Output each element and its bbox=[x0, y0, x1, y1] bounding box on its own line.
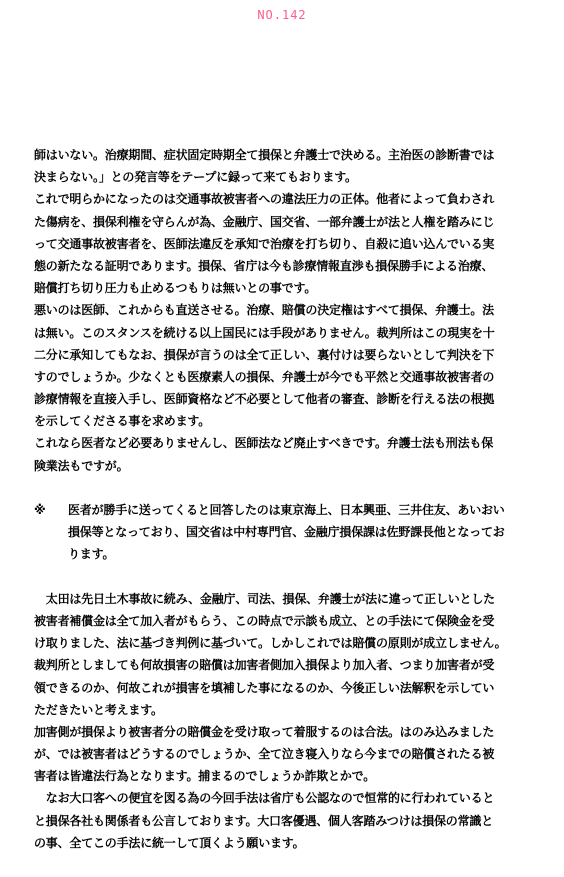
text-line: 師はいない。治療期間、症状固定時期全て損保と弁護士で決める。主治医の診断書では bbox=[34, 148, 495, 162]
note-marker: ※ bbox=[34, 503, 46, 517]
text-line: って交通事故被害者を、医師法違反を承知で治療を打ち切り、自殺に追い込んでいる実 bbox=[34, 236, 495, 251]
text-line: 診療情報を直接入手し、医師資格など不必要として他者の審査、診断を行える法の根拠 bbox=[34, 392, 495, 407]
text-line: ただきたいと考えます。 bbox=[34, 702, 163, 717]
text-line: 領できるのか、何故これが損害を填補した事になるのか、今後正しい法解釈を示してい bbox=[34, 680, 495, 695]
note-line bbox=[34, 499, 554, 521]
note-line: ります。 bbox=[68, 547, 115, 562]
text-line: た傷病を、損保利権を守らんが為、金融庁、国交省、一部弁護士が法と人権を踏みにじ bbox=[34, 214, 495, 229]
text-line: 二分に承知してもなお、損保が言うのは全て正しい、裏付けは要らないとして判決を下 bbox=[34, 347, 495, 362]
text-line: の事、全てこの手法に統一して頂くよう願います。 bbox=[34, 835, 305, 850]
text-line: を示してくださる事を求めます。 bbox=[34, 414, 211, 429]
text-line: 加害側が損保より被害者分の賠償金を受け取って着服するのは合法。はのみ込みました bbox=[34, 724, 495, 739]
page-number: NO.142 bbox=[257, 8, 307, 22]
text-line: これで明らかになったのは交通事故被害者への違法圧力の正体。他者によって負わされ bbox=[34, 192, 495, 207]
text-line: 被害者補償金は全て加入者がもらう、この時点で示談も成立、との手法にて保険金を受 bbox=[34, 613, 495, 628]
text-line: 悪いのは医師、これからも直送させる。治療、賠償の決定権はすべて損保、弁護士。法 bbox=[34, 303, 494, 318]
text-line: 険業法もですが。 bbox=[34, 458, 129, 473]
text-line: なお大口客への便宜を図る為の今回手法は省庁も公認なので恒常的に行われていると bbox=[34, 791, 495, 806]
note-text: 医者が勝手に送ってくると回答したのは東京海上、日本興亜、三井住友、あいおい bbox=[68, 503, 505, 517]
text-line: が、では被害者はどうするのでしょうか、全て泣き寝入りなら今までの賠償されたる被 bbox=[34, 747, 495, 762]
note-line: 損保等となっており、国交省は中村専門官、金融庁損保課は佐野課長他となってお bbox=[68, 525, 505, 540]
text-line: すのでしょうか。少なくとも医療素人の損保、弁護士が今でも平然と交通事故被害者の bbox=[34, 369, 495, 384]
text-line: 態の新たなる証明であります。損保、省庁は今も診療情報直渉も損保勝手による治療、 bbox=[34, 258, 494, 273]
text-line: 裁判所としましても何故損害の賠償は加害者側加入損保より加入者、つまり加害者が受 bbox=[34, 658, 495, 673]
paragraph-gap bbox=[34, 566, 554, 588]
text-line: け取りました、法に基づき判例に基づいて。しかしこれでは賠償の原則が成立しません。 bbox=[34, 636, 507, 651]
paragraph-gap bbox=[34, 477, 554, 499]
document-body bbox=[34, 144, 554, 854]
text-line: 賠償打ち切り圧力も止めるつもりは無いとの事です。 bbox=[34, 281, 317, 296]
text-line: は無い。このスタンスを続ける以上国民には手段がありません。裁判所はこの現実を十 bbox=[34, 325, 495, 340]
text-line: と損保各社も関係者も公言しております。大口客優遇、個人客踏みつけは損保の常識と bbox=[34, 813, 494, 828]
text-line: 決まらない。」との発言等をテープに録って来てもおります。 bbox=[34, 170, 357, 185]
text-line: 害者は皆違法行為となります。捕まるのでしょうか詐欺とかで。 bbox=[34, 769, 376, 784]
text-line: これなら医者など必要ありませんし、医師法など廃止すべきです。弁護士法も刑法も保 bbox=[34, 436, 494, 451]
text-line: 太田は先日土木事故に続み、金融庁、司法、損保、弁護士が法に違って正しいとした bbox=[34, 591, 495, 606]
